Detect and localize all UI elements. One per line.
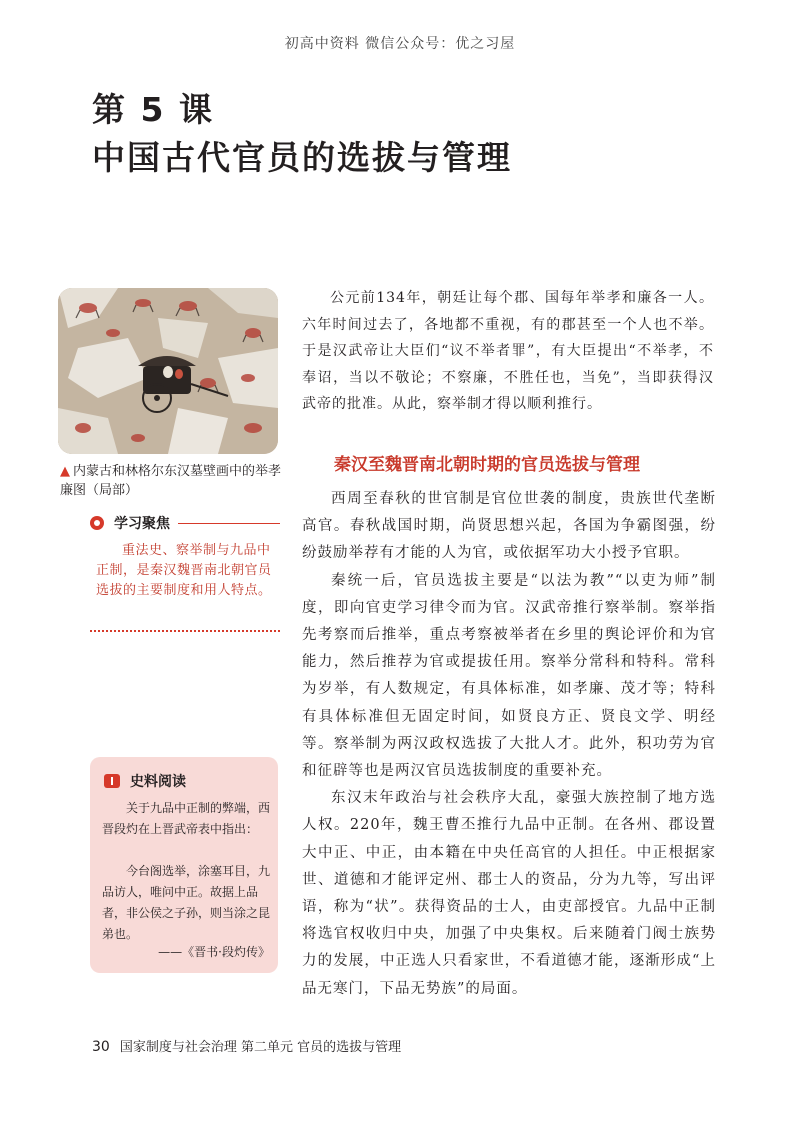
focus-divider [90,630,280,632]
reading-source: ——《晋书·段灼传》 [158,945,270,959]
historical-reading-heading [104,771,186,791]
section-heading: 秦汉至魏晋南北朝时期的官员选拔与管理 [334,455,640,475]
caption-text: 内蒙古和林格尔东汉墓壁画中的举孝廉图（局部） [60,464,282,498]
focus-rule [178,523,280,524]
page-number: 30 [92,1039,110,1055]
study-focus-heading [90,513,280,533]
body-paragraph: 西周至春秋的世官制是官位世袭的制度，贵族世代垄断高官。春秋战国时期，尚贤思想兴起，各国为争霸图强，纷纷鼓励举荐有才能的人为官，或依据军功大小授予官职。 [302,491,716,562]
caption-triangle-icon: ▲ [60,464,70,479]
body-paragraph: 秦统一后，官员选拔主要是“以法为教”“以吏为师”制度，即向官吏学习律令而为官。汉武帝推行察举制。察举指先考察而后推举，重点考察被举者在乡里的舆论评价和为官能力，然后推荐为官或提拔任用。察举分常科和特科。常科为岁举，有人数规定，有具体标准，如孝廉、茂才等；特科有具体标准但无固定时间，如贤良方正、贤良文学、明经等。察举制为两汉政权选拔了大批人才。此外，积功劳为官和征辟等也是两汉官员选拔制度的重要补充。 [302,572,716,780]
historical-reading-box [90,757,278,973]
intro-paragraph: 公元前134年，朝廷让每个郡、国每年举孝和廉各一人。六年时间过去了，各地都不重视，有的郡甚至一个人也不举。于是汉武帝让大臣们“议不举者罪”，有大臣提出“不举孝，不奉诏，当以不敬论；不察廉，不胜任也，当免”，当即获得汉武帝的批准。从此，察举制才得以顺利推行。 [302,290,714,412]
lesson-number: 第 5 课 [92,90,214,129]
reading-intro: 关于九品中正制的弊端，西晋段灼在上晋武帝表中指出： [102,801,271,836]
study-focus-text: 重法史、察举制与九品中正制，是秦汉魏晋南北朝官员选拔的主要制度和用人特点。 [96,543,272,598]
lesson-title: 中国古代官员的选拔与管理 [92,138,512,177]
section-body [302,486,716,1003]
body-paragraph: 东汉末年政治与社会秩序大乱，豪强大族控制了地方选人权。220年，魏王曹丕推行九品中正制。在各州、郡设置大中正、中正，由本籍在中央任高官的人担任。中正根据家世、道德和才能评定州、郡士人的资品，分为九等，写出评语，称为“状”。获得资品的士人，由吏部授官。九品中正制将选官权收归中央，加强了中央集权。后来随着门阀士族势力的发展，中正选人只看家世，不看道德才能，逐渐形成“上品无寒门，下品无势族”的局面。 [302,790,716,997]
page-footer [92,1036,401,1055]
figure-caption [60,462,282,500]
mural-image [58,288,278,454]
book-icon [104,774,120,788]
footer-text: 国家制度与社会治理 第二单元 官员的选拔与管理 [119,1040,402,1055]
reading-quote: 今台阁选举，涂塞耳目，九品访人，唯问中正。故据上品者，非公侯之子孙，则当涂之昆弟也。 [102,864,271,941]
historical-reading-title: 史料阅读 [130,774,186,790]
study-focus-title: 学习聚焦 [114,516,170,532]
watermark: 初高中资料 微信公众号：优之习屋 [284,36,516,52]
focus-icon [90,516,104,530]
